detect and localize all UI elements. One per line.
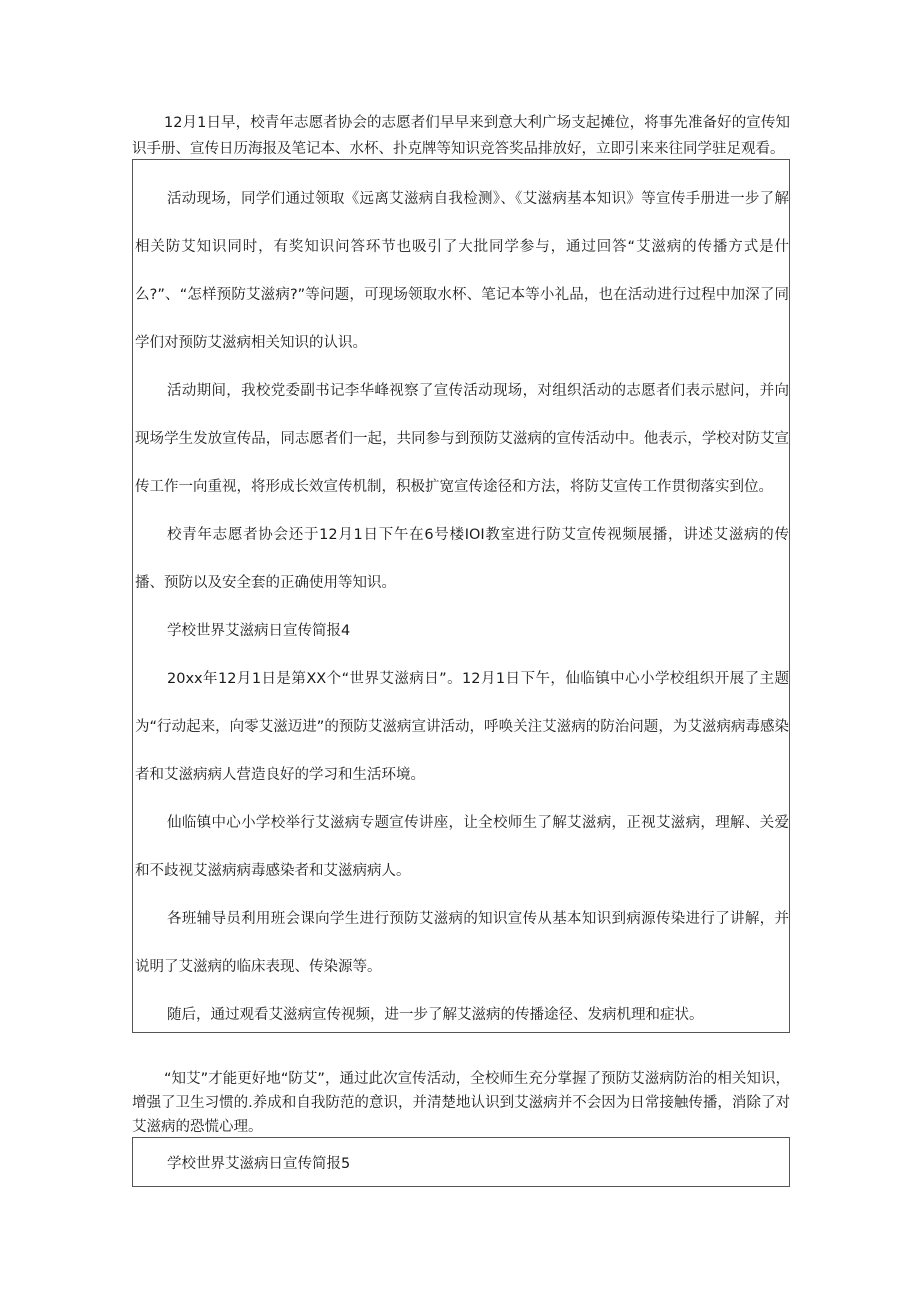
section-heading-5: 学校世界艾滋病日宣传简报5 bbox=[167, 1156, 351, 1172]
next-section-box bbox=[132, 1137, 790, 1187]
paragraph-lecture: 仙临镇中心小学校举行艾滋病专题宣传讲座，让全校师生了解艾滋病，正视艾滋病，理解、关爱和不歧视艾滋病病毒感染者和艾滋病病人。 bbox=[135, 815, 789, 879]
paragraph-class-meeting: 各班辅导员利用班会课向学生进行预防艾滋病的知识宣传从基本知识到病源传染进行了讲解，并说明了艾滋病的临床表现、传染源等。 bbox=[135, 911, 789, 975]
paragraph-activity-scene: 活动现场，同学们通过领取《远离艾滋病自我检测》、《艾滋病基本知识》等宣传手册进一步了解相关防艾知识同时，有奖知识问答环节也吸引了大批同学参与，通过回答“艾滋病的传播方式是什么?”、“怎样预防艾滋病?”等问题，可现场领取水杯、笔记本等小礼品，也在活动进行过程中加深了同学们对预防艾滋病相关知识的认识。 bbox=[135, 191, 789, 351]
intro-paragraph: 12月1日早，校青年志愿者协会的志愿者们早早来到意大利广场支起摊位，将事先准备好的宣传知识手册、宣传日历海报及笔记本、水杯、扑克牌等知识竞答奖品排放好，立即引来来往同学驻足观看。 bbox=[132, 115, 790, 157]
paragraph-aids-day: 20xx年12月1日是第XX个“世界艾滋病日”。12月1日下午，仙临镇中心小学校组织开展了主题为“行动起来，向零艾滋迈进”的预防艾滋病宣讲活动，呼唤关注艾滋病的防治问题，为艾滋病病毒感染者和艾滋病病人营造良好的学习和生活环境。 bbox=[135, 671, 789, 783]
paragraph-inspection: 活动期间，我校党委副书记李华峰视察了宣传活动现场，对组织活动的志愿者们表示慰问，并向现场学生发放宣传品，同志愿者们一起，共同参与到预防艾滋病的宣传活动中。他表示，学校对防艾宣传工作一向重视，将形成长效宣传机制，积极扩宽宣传途径和方法，将防艾宣传工作贯彻落实到位。 bbox=[135, 383, 789, 495]
paragraph-video-screening: 校青年志愿者协会还于12月1日下午在6号楼IOI教室进行防艾宣传视频展播，讲述艾滋病的传播、预防以及安全套的正确使用等知识。 bbox=[135, 527, 789, 591]
outro-paragraph: “知艾”才能更好地“防艾”，通过此次宣传活动，全校师生充分掌握了预防艾滋病防治的相关知识，增强了卫生习惯的.养成和自我防范的意识，并清楚地认识到艾滋病并不会因为日常接触传播，消除了对艾滋病的恐慌心理。 bbox=[132, 1071, 790, 1135]
content-box bbox=[132, 159, 790, 1033]
paragraph-video: 随后，通过观看艾滋病宣传视频，进一步了解艾滋病的传播途径、发病机理和症状。 bbox=[167, 1007, 704, 1023]
section-heading-4: 学校世界艾滋病日宣传简报4 bbox=[167, 623, 351, 639]
